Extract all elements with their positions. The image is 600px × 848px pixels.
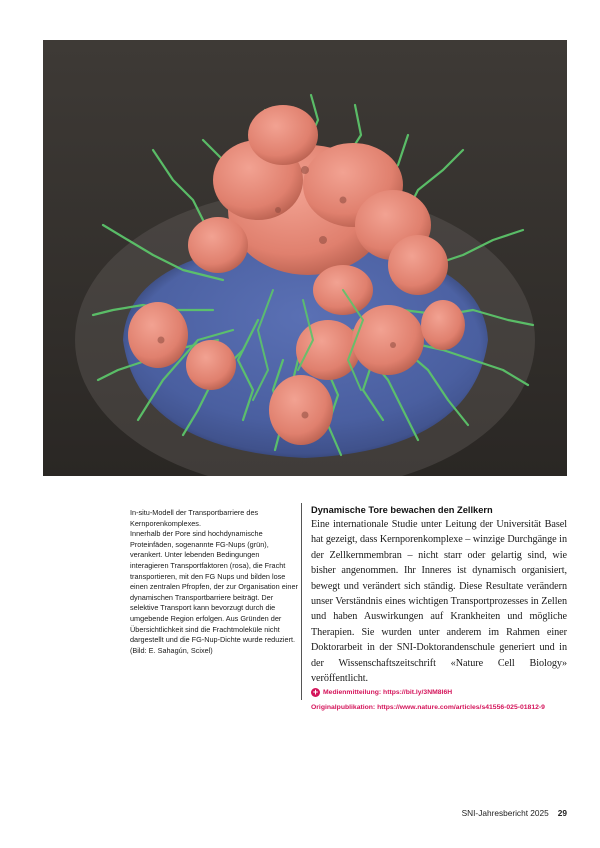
column-divider xyxy=(301,503,302,700)
publication-name: SNI-Jahresbericht 2025 xyxy=(461,808,549,818)
media-release-link-label[interactable]: Medienmitteilung: https://bit.ly/3NM8l6H xyxy=(323,689,453,697)
article-block xyxy=(311,504,567,713)
article-figure xyxy=(43,40,567,476)
caption-title: In-situ-Modell der Transportbarriere des Kernporenkomplexes. xyxy=(130,508,259,528)
article-body: Eine internationale Studie unter Leitung der Universität Basel hat gezeigt, dass Kernporenkomplexe – winzige Durchgänge in der Zellkernmembran – nicht starr oder gelartig sind, wie bisher angenommen. Ihr Inneres ist dynamisch organisiert, bewegt und verändert sich ständig. Diese Resultate verändern unser Verständnis eines wichtigen Transportprozesses in Zellen und haben Auswirkungen auf Krankheiten und mögliche Therapien. Sie wurden unter anderem im Rahmen einer Doktorarbeit in der SNI-Doktorandenschule generiert und in der Wissenschaftszeitschrift «Nature Cell Biology» veröffentlicht. xyxy=(311,519,567,685)
nuclear-pore-illustration xyxy=(43,40,567,476)
caption-text: Innerhalb der Pore sind hochdynamische Proteinfäden, sogenannte FG-Nups (grün), verankert. Unter lebenden Bedingungen interagieren Transportfaktoren (rosa), die Fracht transportieren, mit den FG Nups und bilden lose einen zentralen Pfropfen, der zur Organisation einer dynamischen Transportbarriere beiträgt. Der selektive Transport kann bevorzugt durch die umgebende Region erfolgen. Aus Gründen der Übersichtlichkeit sind die Frachtmoleküle nicht dargestellt und die FG-Nup-Dichte wurde reduziert. (Bild: E. Sahagún, Scixel) xyxy=(130,529,298,655)
page-footer xyxy=(462,808,567,818)
article-heading: Dynamische Tore bewachen den Zellkern xyxy=(311,505,493,515)
original-publication-link[interactable] xyxy=(311,703,567,713)
original-publication-link-label[interactable]: Originalpublikation: https://www.nature.com/articles/s41556-025-01812-9 xyxy=(311,704,545,712)
page-number: 29 xyxy=(557,808,567,818)
media-release-link[interactable] xyxy=(311,688,567,698)
plus-circle-icon: + xyxy=(312,687,319,698)
figure-caption xyxy=(130,508,298,656)
